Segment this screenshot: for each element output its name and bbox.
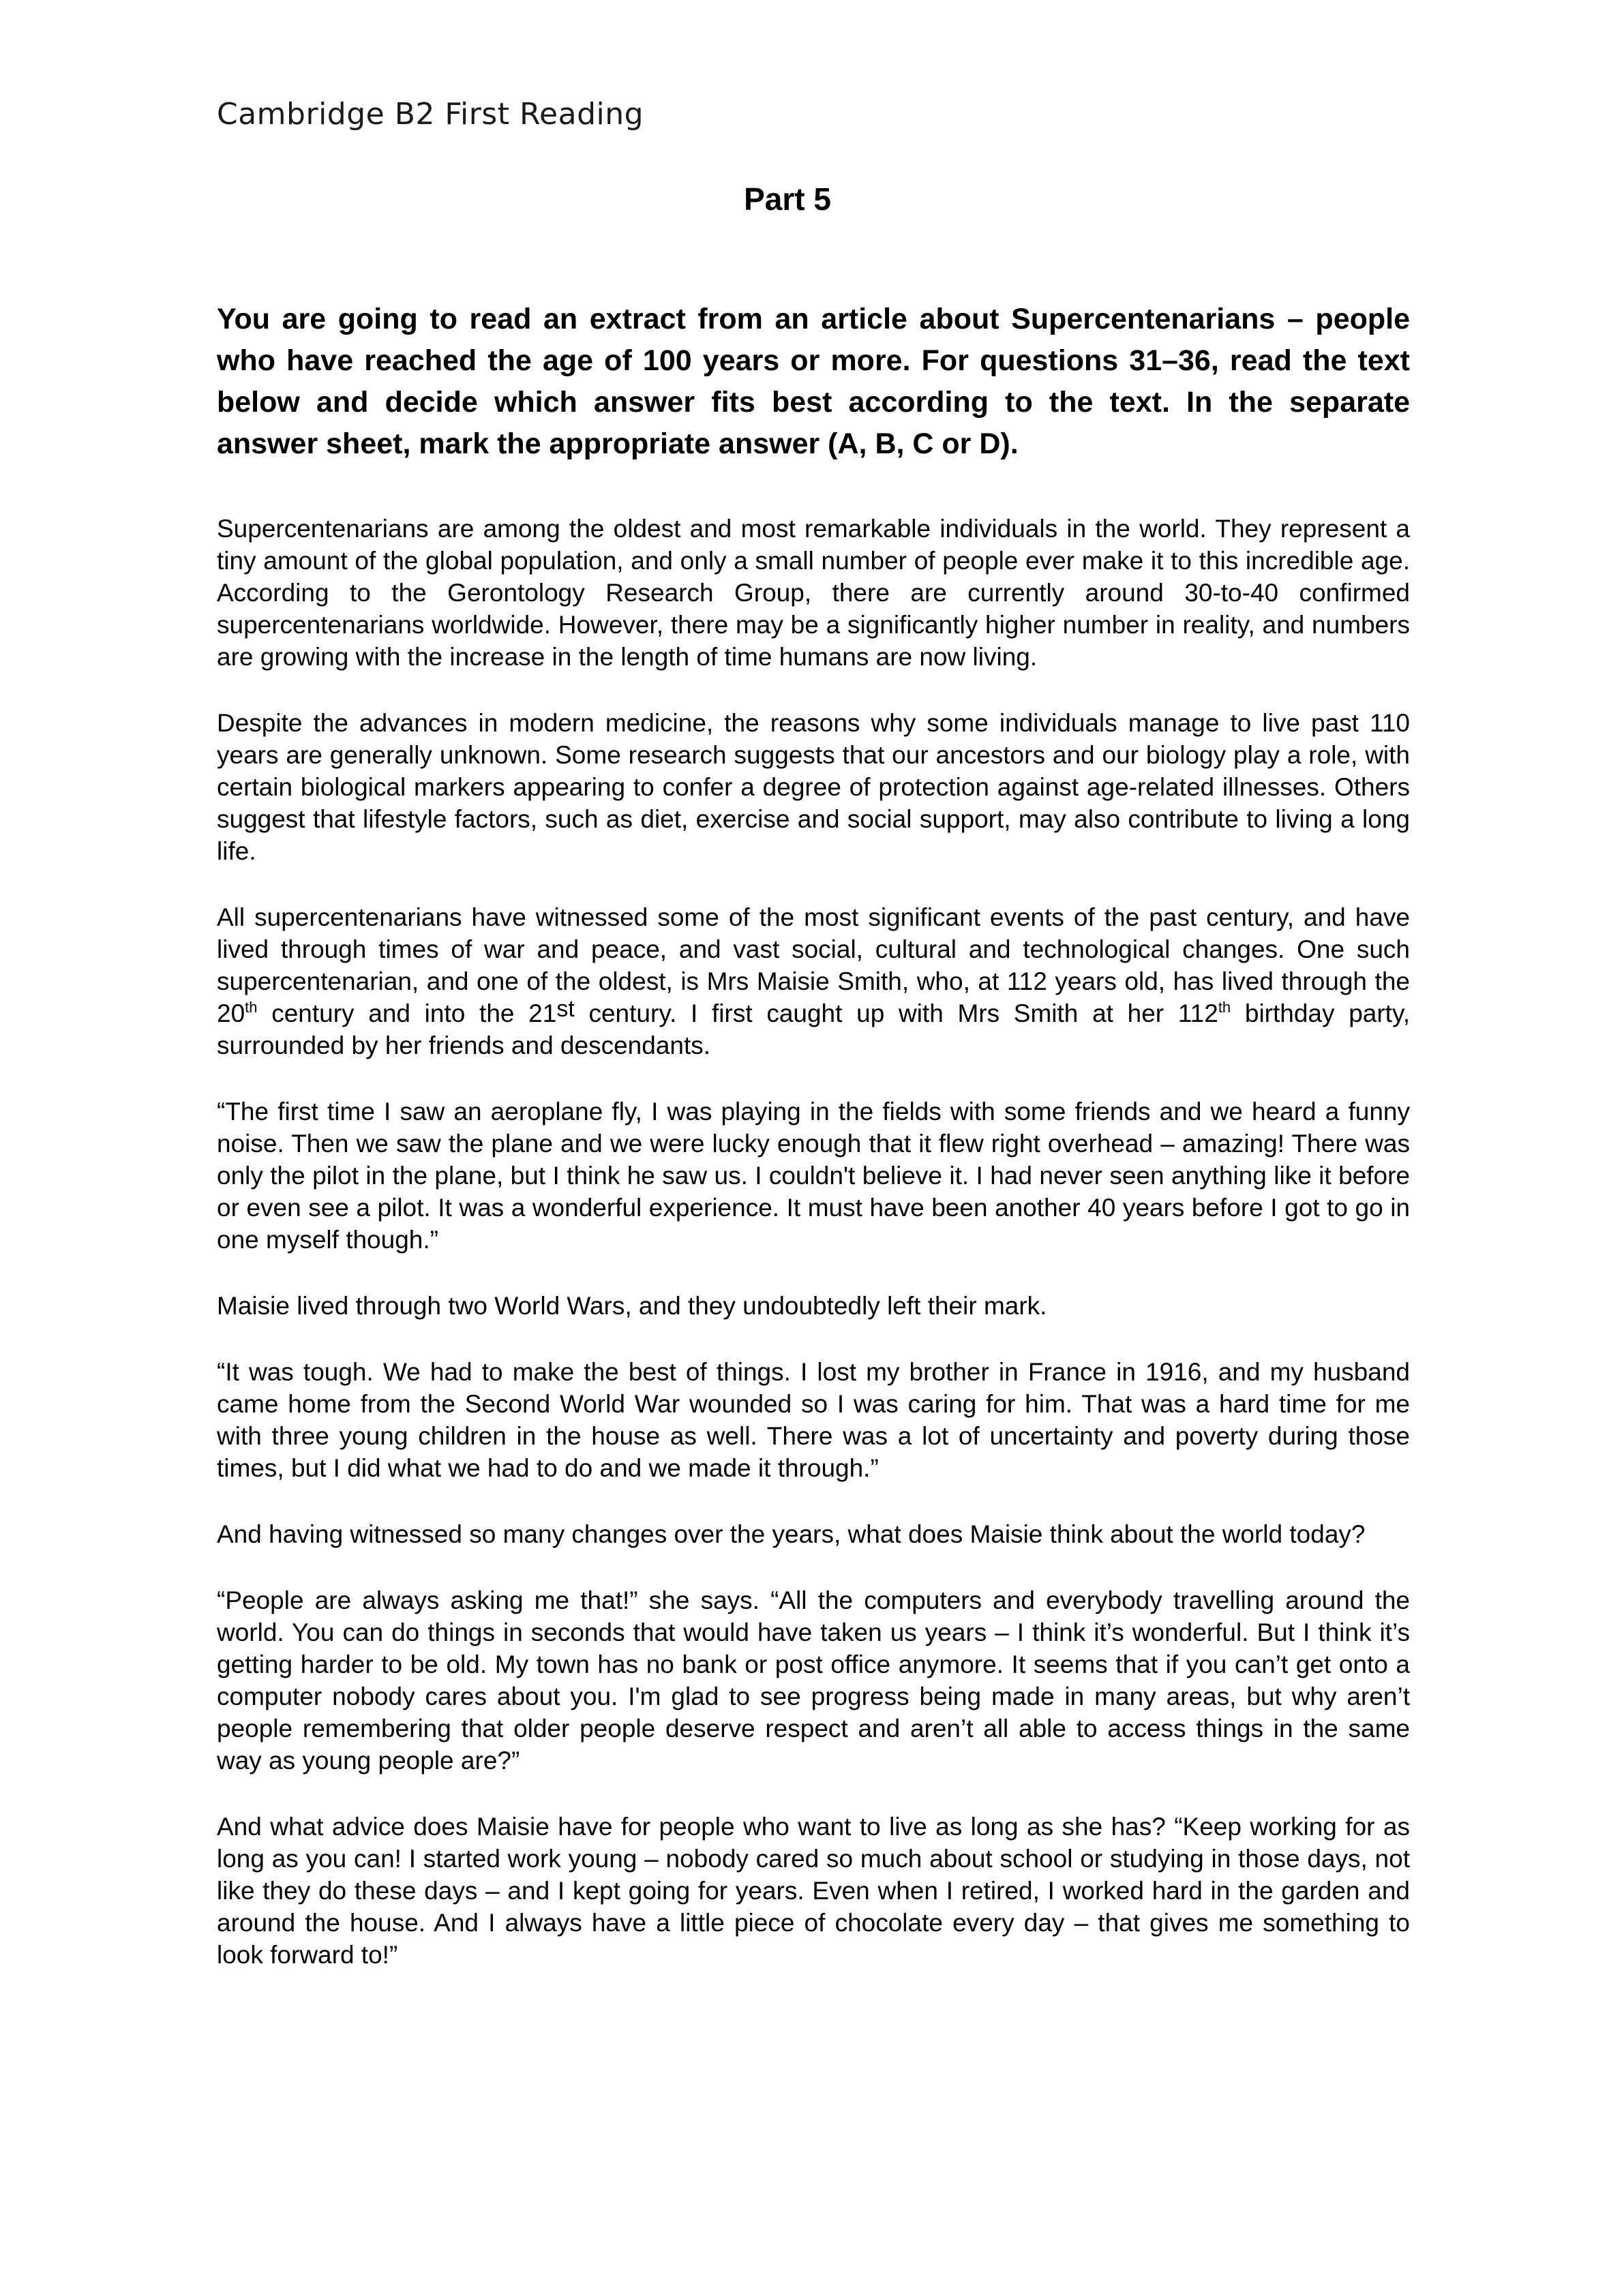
article-paragraph-5: Maisie lived through two World Wars, and they undoubtedly left their mark. <box>217 1292 1047 1320</box>
article-body <box>217 513 1410 2005</box>
paragraph-3-text-b: century and into the 21 <box>257 999 557 1027</box>
article-paragraph-3 <box>217 901 1410 1061</box>
paragraph-3-text-c: century. I first caught up with Mrs Smith at her 112 <box>574 999 1218 1027</box>
article-paragraph-6: “It was tough. We had to make the best of things. I lost my brother in France in 1916, and my husband came home from the Second World War wounded so I was caring for him. That was a hard time for me with three young children in the house as well. There was a lot of uncertainty and poverty during those times, but I did what we had to do and we made it through.” <box>217 1358 1410 1482</box>
ordinal-suffix-20th: th <box>245 999 258 1016</box>
ordinal-suffix-112th: th <box>1218 999 1231 1016</box>
article-paragraph-2: Despite the advances in modern medicine, the reasons why some individuals manage to live past 110 years are generally unknown. Some research suggests that our ancestors and our biology play a role, with certain biological markers appearing to confer a degree of protection against age-related illnesses. Others suggest that lifestyle factors, such as diet, exercise and social support, may also contribute to living a long life. <box>217 709 1410 865</box>
article-paragraph-1: Supercentenarians are among the oldest and most remarkable individuals in the world. They represent a tiny amount of the global population, and only a small number of people ever make it to this incredible age. According to the Gerontology Research Group, there are currently around 30-to-40 confirmed supercentenarians worldwide. However, there may be a significantly higher number in reality, and numbers are growing with the increase in the length of time humans are now living. <box>217 515 1410 671</box>
article-paragraph-9: And what advice does Maisie have for people who want to live as long as she has? “Keep working for as long as you can! I started work young – nobody cared so much about school or studying in those days, not like they do these days – and I kept going for years. Even when I retired, I worked hard in the garden and around the house. And I always have a little piece of chocolate every day – that gives me something to look forward to!” <box>217 1813 1410 1969</box>
article-paragraph-4: “The first time I saw an aeroplane fly, I was playing in the fields with some friends and we heard a funny noise. Then we saw the plane and we were lucky enough that it flew right overhead – amazing! There was only the pilot in the plane, but I think he saw us. I couldn't believe it. I had never seen anything like it before or even see a pilot. It was a wonderful experience. It must have been another 40 years before I got to go in one myself though.” <box>217 1098 1410 1254</box>
article-paragraph-8: “People are always asking me that!” she says. “All the computers and everybody travelling around the world. You can do things in seconds that would have taken us years – I think it’s wonderful. But I think it’s getting harder to be old. My town has no bank or post office anymore. It seems that if you can’t get onto a computer nobody cares about you. I'm glad to see progress being made in many areas, but why aren’t people remembering that older people deserve respect and aren’t all able to access things in the same way as young people are?” <box>217 1586 1410 1774</box>
part-title: Part 5 <box>744 181 831 217</box>
ordinal-suffix-21st: st <box>556 996 575 1022</box>
paragraph-3-text-d: birthday party, surrounded by her friends and descendants. <box>217 999 1410 1059</box>
paragraph-3-text-a: All supercentenarians have witnessed some of the most significant events of the past century, and have lived through times of war and peace, and vast social, cultural and technological changes. One such supercentenarian, and one of the oldest, is Mrs Maisie Smith, who, at 112 years old, has lived through the 20 <box>217 903 1410 1027</box>
document-header: Cambridge B2 First Reading <box>217 97 644 132</box>
article-paragraph-7: And having witnessed so many changes over the years, what does Maisie think about the world today? <box>217 1520 1366 1548</box>
task-instructions: You are going to read an extract from an article about Supercentenarians – people who have reached the age of 100 years or more. For questions 31–36, read the text below and decide which answer fits best according to the text. In the separate answer sheet, mark the appropriate answer (A, B, C or D). <box>217 303 1410 460</box>
